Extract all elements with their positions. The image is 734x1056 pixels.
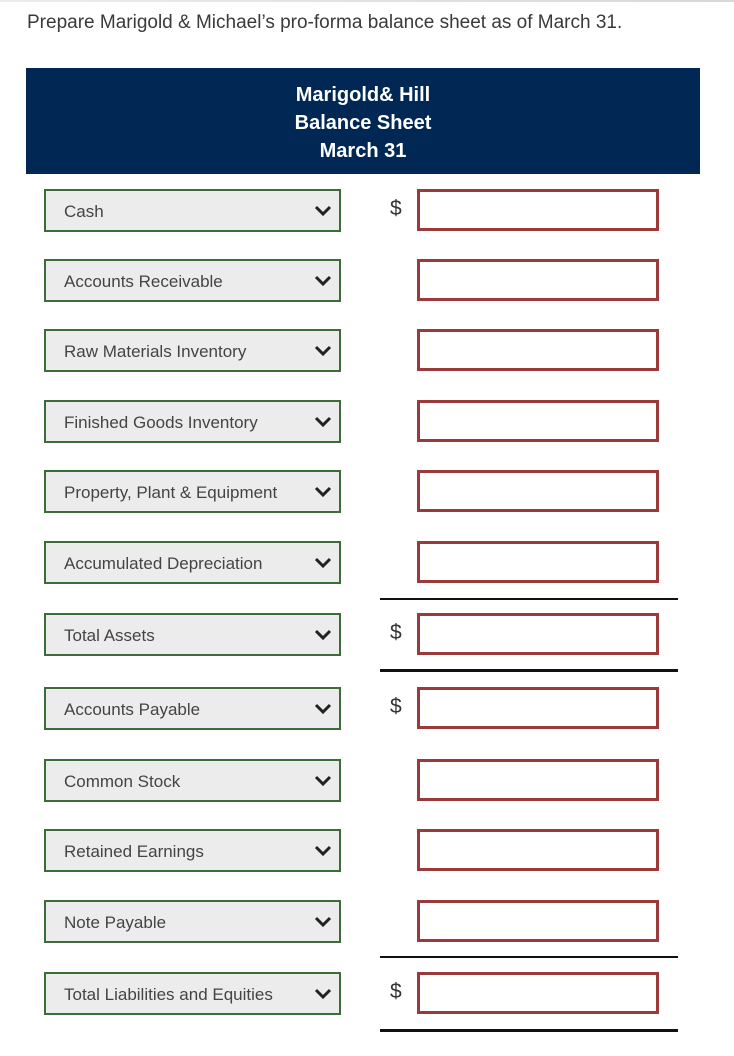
- chevron-down-icon: [314, 629, 332, 641]
- account-select[interactable]: [44, 189, 341, 232]
- account-select-value: Accumulated Depreciation: [64, 554, 263, 573]
- chevron-down-icon: [314, 486, 332, 498]
- subtotal-rule: [380, 598, 678, 600]
- account-select[interactable]: [44, 687, 341, 730]
- top-divider: [0, 0, 734, 2]
- account-select-value: Finished Goods Inventory: [64, 413, 258, 432]
- chevron-down-icon: [314, 845, 332, 857]
- account-select[interactable]: [44, 329, 341, 372]
- amount-input[interactable]: [417, 189, 659, 231]
- row-total-assets: [0, 613, 734, 657]
- chevron-down-icon: [314, 416, 332, 428]
- amount-input[interactable]: [417, 687, 659, 729]
- amount-input[interactable]: [417, 829, 659, 871]
- account-select-value: Cash: [64, 202, 104, 221]
- account-select[interactable]: [44, 613, 341, 656]
- account-select[interactable]: [44, 470, 341, 513]
- account-select[interactable]: [44, 541, 341, 584]
- statement-header: [26, 68, 700, 174]
- amount-input[interactable]: [417, 400, 659, 442]
- dollar-sign: $: [390, 621, 402, 644]
- row-finished-goods-inventory: [0, 400, 734, 444]
- row-retained-earnings: [0, 829, 734, 873]
- row-accumulated-depreciation: [0, 541, 734, 585]
- account-select-value: Accounts Payable: [64, 700, 201, 719]
- company-name: Marigold& Hill: [295, 84, 431, 106]
- account-select-value: Note Payable: [64, 913, 167, 932]
- amount-input[interactable]: [417, 900, 659, 942]
- subtotal-rule: [380, 956, 678, 958]
- dollar-sign: $: [390, 197, 402, 220]
- row-note-payable: [0, 900, 734, 944]
- account-select[interactable]: [44, 259, 341, 302]
- total-double-rule: [380, 669, 678, 672]
- dollar-sign: $: [390, 980, 402, 1003]
- amount-input[interactable]: [417, 972, 659, 1014]
- row-raw-materials-inventory: [0, 329, 734, 373]
- question-prompt: Prepare Marigold & Michael’s pro-forma balance sheet as of March 31.: [27, 12, 623, 33]
- account-select-value: Accounts Receivable: [64, 272, 223, 291]
- account-select-value: Property, Plant & Equipment: [64, 483, 278, 502]
- account-select[interactable]: [44, 759, 341, 802]
- amount-input[interactable]: [417, 470, 659, 512]
- chevron-down-icon: [314, 916, 332, 928]
- amount-input[interactable]: [417, 541, 659, 583]
- chevron-down-icon: [314, 345, 332, 357]
- chevron-down-icon: [314, 275, 332, 287]
- chevron-down-icon: [314, 988, 332, 1000]
- row-accounts-receivable: [0, 259, 734, 303]
- row-total-liabilities-equities: [0, 972, 734, 1016]
- statement-date: March 31: [319, 140, 407, 162]
- account-select-value: Total Assets: [64, 626, 155, 645]
- account-select[interactable]: [44, 972, 341, 1015]
- statement-title: Balance Sheet: [294, 112, 432, 134]
- account-select-value: Common Stock: [64, 772, 181, 791]
- amount-input[interactable]: [417, 259, 659, 301]
- row-accounts-payable: [0, 687, 734, 731]
- account-select[interactable]: [44, 900, 341, 943]
- chevron-down-icon: [314, 557, 332, 569]
- dollar-sign: $: [390, 695, 402, 718]
- account-select-value: Total Liabilities and Equities: [64, 985, 273, 1004]
- row-cash: [0, 189, 734, 233]
- account-select-value: Retained Earnings: [64, 842, 204, 861]
- account-select-value: Raw Materials Inventory: [64, 342, 247, 361]
- row-common-stock: [0, 759, 734, 803]
- amount-input[interactable]: [417, 613, 659, 655]
- total-double-rule: [380, 1029, 678, 1032]
- amount-input[interactable]: [417, 329, 659, 371]
- chevron-down-icon: [314, 775, 332, 787]
- account-select[interactable]: [44, 400, 341, 443]
- chevron-down-icon: [314, 703, 332, 715]
- row-property-plant-equipment: [0, 470, 734, 514]
- chevron-down-icon: [314, 205, 332, 217]
- account-select[interactable]: [44, 829, 341, 872]
- amount-input[interactable]: [417, 759, 659, 801]
